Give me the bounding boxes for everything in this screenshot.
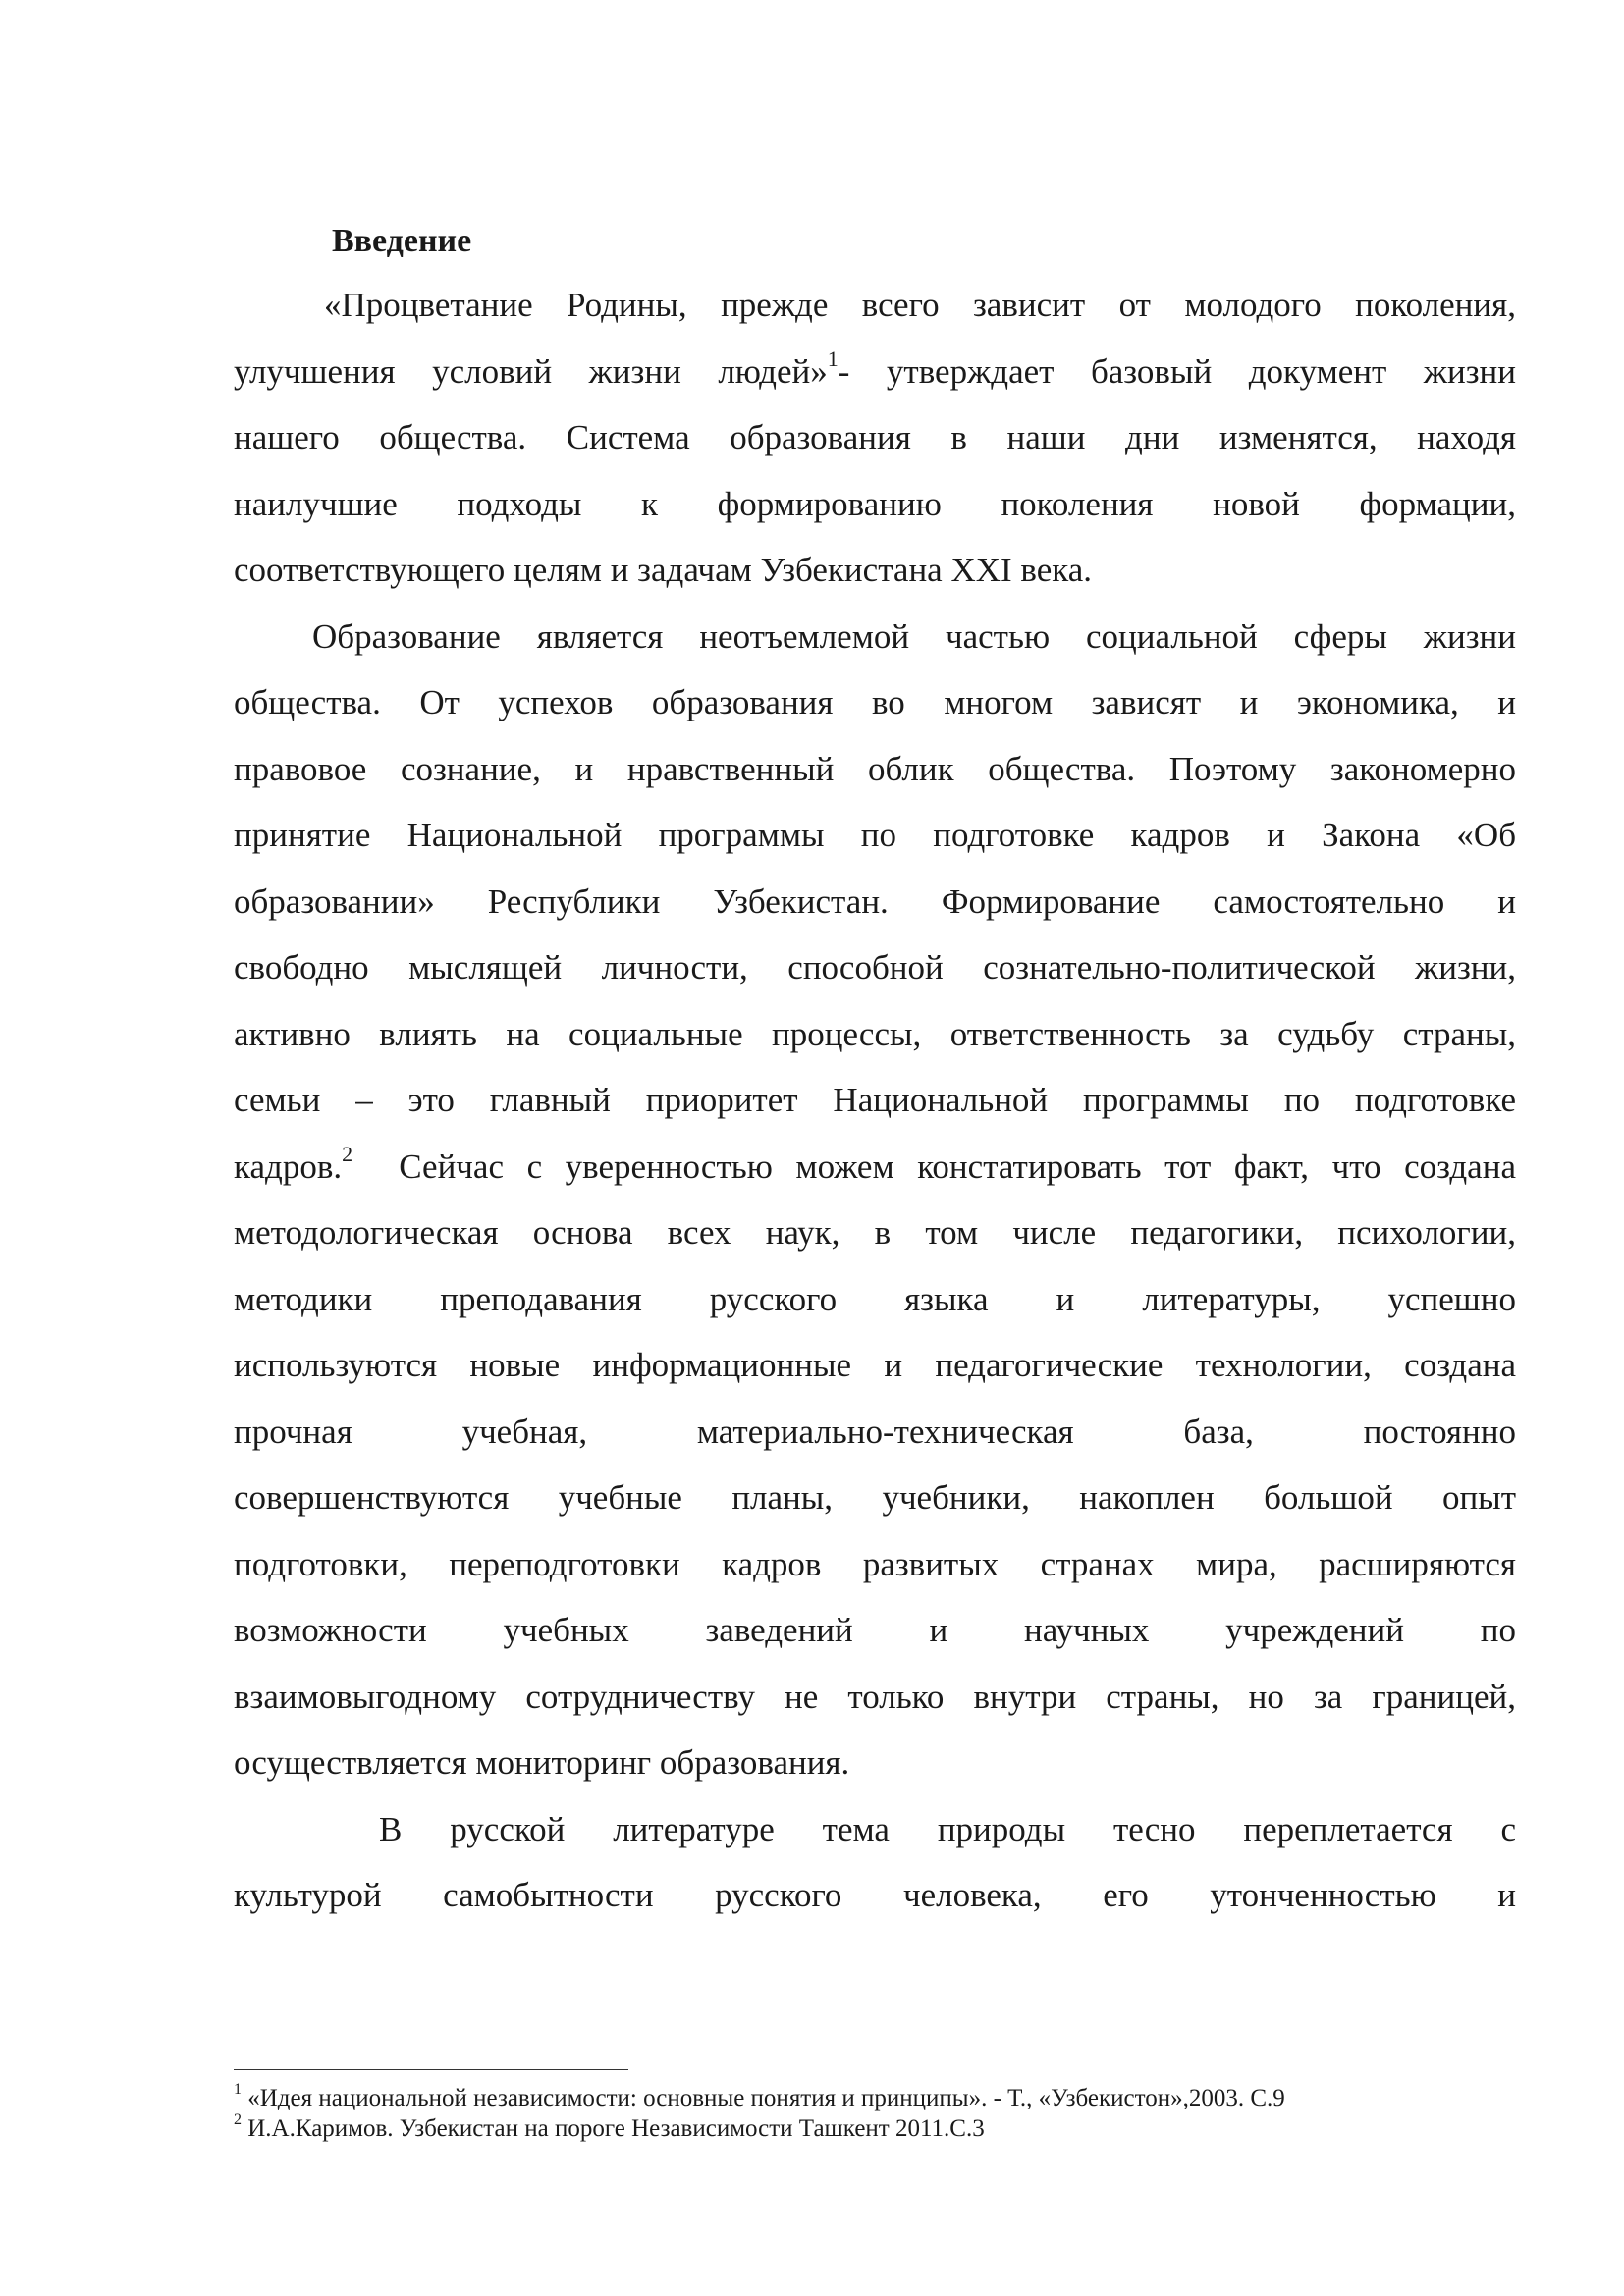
text-line: взаимовыгодному сотрудничеству не только внутри страны, но за границей, [234, 1677, 1516, 1716]
text-line: подготовки, переподготовки кадров развитых странах мира, расширяются [234, 1544, 1516, 1583]
text-line: Образование является неотъемлемой частью социальной сферы жизни [312, 616, 1516, 656]
text-line: наилучшие подходы к формированию поколения новой формации, [234, 484, 1516, 523]
text-line: В русской литературе тема природы тесно переплетается с [379, 1809, 1516, 1848]
text-line: «Процветание Родины, прежде всего зависит от молодого поколения, [324, 286, 1516, 324]
text-line: семьи – это главный приоритет Национальной программы по подготовке [234, 1081, 1516, 1119]
text-line: совершенствуются учебные планы, учебники, накоплен большой опыт [234, 1478, 1516, 1517]
text-line: кадров.$^2$ Сейчас с уверенностью можем констатировать тот факт, что создана [234, 1141, 1516, 1186]
footnote-ref-1[interactable]: 1 [827, 346, 839, 371]
text-line: общества. От успехов образования во многом зависят и экономика, и [234, 683, 1516, 721]
text-line: нашего общества. Система образования в наши дни изменятся, находя [234, 418, 1516, 456]
text-line: правовое сознание, и нравственный облик общества. Поэтому закономерно [234, 749, 1516, 788]
text-line: активно влиять на социальные процессы, ответственность за судьбу страны, [234, 1014, 1516, 1053]
text-line: прочная учебная, материально-техническая база, постоянно [234, 1412, 1516, 1451]
text-line: методологическая основа всех наук, в том числе педагогики, психологии, [234, 1213, 1516, 1252]
text-line: используются новые информационные и педагогические технологии, создана [234, 1346, 1516, 1384]
paragraph-3 [234, 1796, 1516, 1929]
text-line: культурой самобытности русского человека, его утонченностью и [234, 1876, 1516, 1914]
text-line: соответствующего целям и задачам Узбекистана XXI века. [234, 551, 1093, 589]
footnote-mark: 1 [234, 2080, 242, 2098]
text-line: образовании» Республики Узбекистан. Формирование самостоятельно и [234, 881, 1516, 921]
document-page [234, 211, 1516, 1929]
footnote-mark: 2 [234, 2110, 242, 2128]
footnote-separator [234, 2069, 628, 2070]
text-line: методики преподавания русского языка и литературы, успешно [234, 1279, 1516, 1318]
text-line: свободно мыслящей личности, способной сознательно-политической жизни, [234, 948, 1516, 987]
text-line: осуществляется мониторинг образования. [234, 1743, 850, 1782]
text-line: принятие Национальной программы по подготовке кадров и Закона «Об [234, 816, 1516, 854]
footnotes [234, 2080, 1510, 2144]
footnote-ref-2[interactable]: 2 [342, 1141, 353, 1166]
footnote-1: $^1$ «Идея национальной независимости: основные понятия и принципы». - Т., «Узбекистон»,2003. С.9 [234, 2080, 1285, 2111]
paragraph-2 [234, 604, 1516, 1796]
section-heading: Введение [332, 223, 472, 259]
text-line: возможности учебных заведений и научных учреждений по [234, 1611, 1516, 1649]
paragraph-1 [234, 272, 1516, 604]
footnote-2: $^2$ И.А.Каримов. Узбекистан на пороге Независимости Ташкент 2011.С.3 [234, 2110, 985, 2142]
text-line: улучшения условий жизни людей»$^1$- утверждает базовый документ жизни [234, 346, 1516, 391]
